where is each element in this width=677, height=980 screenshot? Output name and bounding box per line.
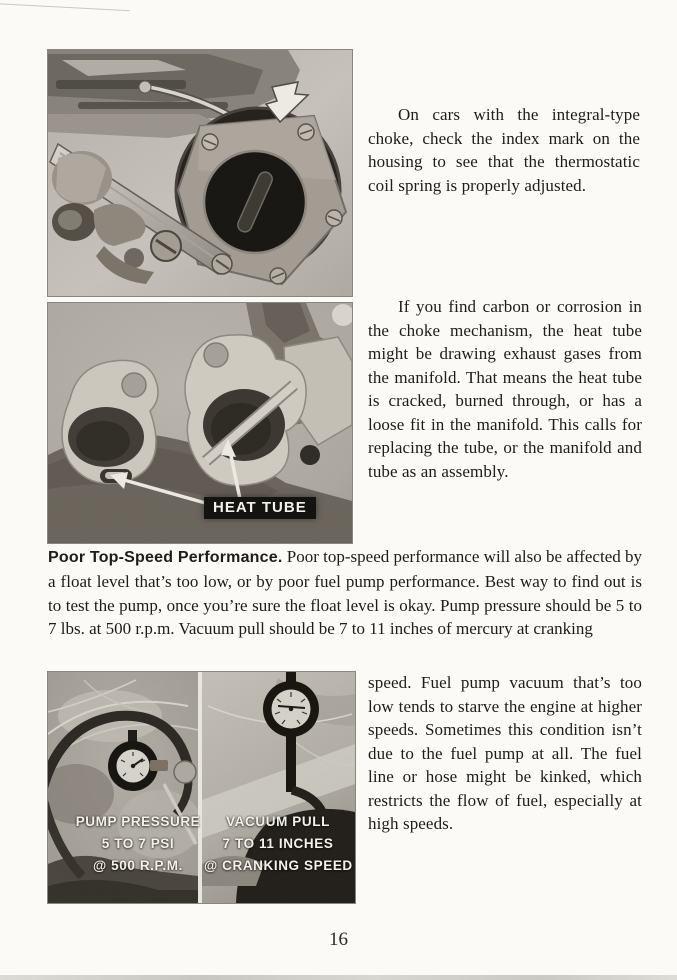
fuel-pump-paragraph: speed. Fuel pump vacuum that’s too low tends to starve the engine at higher speeds. Sometimes this condition isn’t due to the fuel pump at all. The fuel line or hose might be kinked, which restricts the flow of fuel, especially at high speeds.	[368, 673, 642, 833]
gauges-photo	[48, 672, 355, 903]
vacuum-label-line2: 7 TO 11 INCHES	[222, 836, 334, 851]
vacuum-label-line3: @ CRANKING SPEED	[204, 858, 353, 873]
heat-tube-label: HEAT TUBE	[204, 497, 316, 519]
manifold-photo	[48, 303, 352, 543]
pump-label-line2: 5 TO 7 PSI	[101, 836, 175, 851]
performance-heading: Poor Top-Speed Performance.	[48, 549, 283, 566]
vacuum-label-line1: VACUUM PULL	[226, 814, 330, 829]
performance-paragraph	[48, 545, 642, 641]
pump-label-line3: @ 500 R.P.M.	[93, 858, 183, 873]
pump-pressure-label	[58, 811, 218, 877]
heat-tube-paragraph: If you find carbon or corrosion in the choke mechanism, the heat tube might be drawing exhaust gases from the manifold. That means the heat tube is cracked, burned through, or has a loose fit in the manifold. This calls for replacing the tube, or the manifold and tube as an assembly.	[368, 297, 642, 481]
page-number: 16	[329, 929, 348, 950]
carburetor-illustration	[48, 50, 352, 296]
carburetor-photo	[48, 50, 352, 296]
choke-paragraph: On cars with the integral-type choke, check the index mark on the housing to see that the thermostatic coil spring is properly adjusted.	[368, 105, 640, 195]
performance-body: Poor top-speed performance will also be affected by a float level that’s too low, or by poor fuel pump performance. Best way to find out is to test the pump, once you’re sure the float level is okay. Pump pressure should be 5 to 7 lbs. at 500 r.p.m. Vacuum pull should be 7 to 11 inches of mercury at cranking	[48, 547, 643, 639]
pump-label-line1: PUMP PRESSURE	[75, 814, 201, 829]
page-bottom-edge	[0, 975, 677, 980]
vacuum-pull-label	[204, 811, 352, 877]
